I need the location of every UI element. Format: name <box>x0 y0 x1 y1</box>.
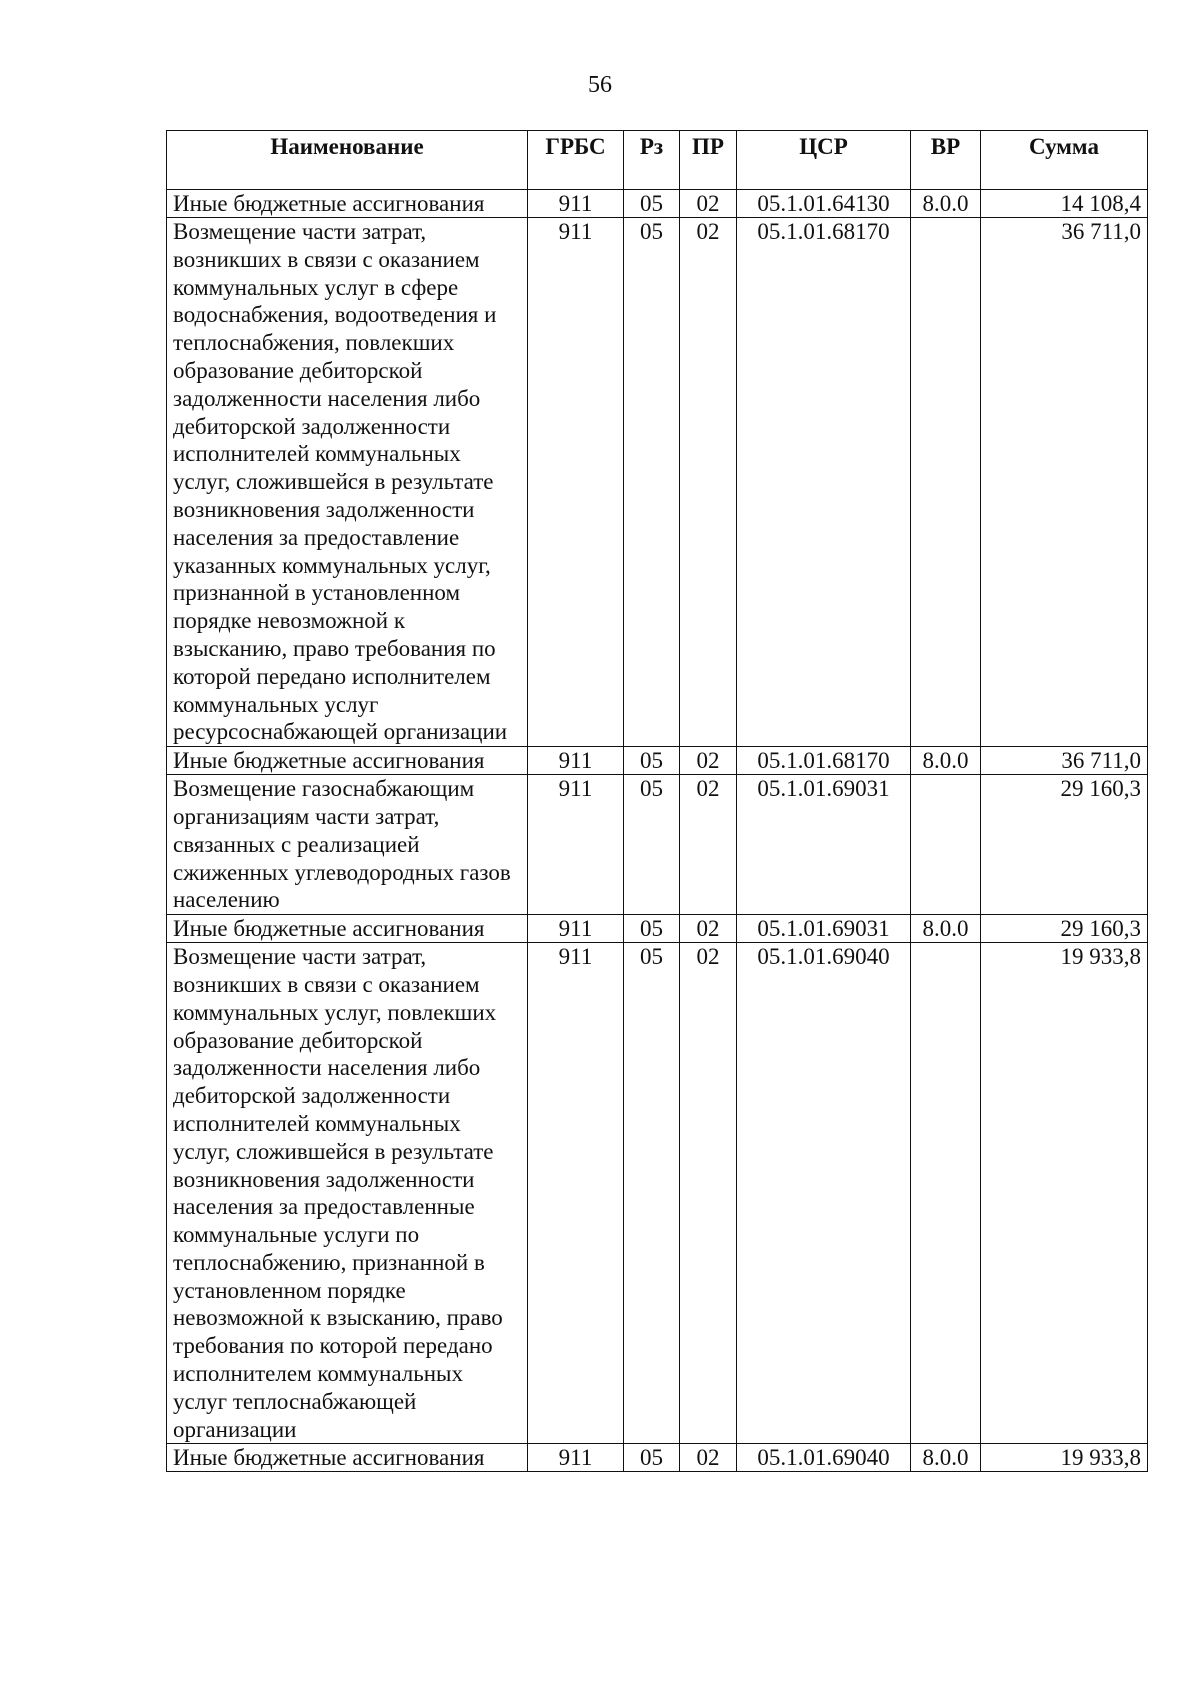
cell-csr: 05.1.01.69031 <box>737 915 911 943</box>
cell-grbs: 911 <box>528 747 624 775</box>
cell-csr: 05.1.01.69040 <box>737 1444 911 1472</box>
table-row <box>167 190 1148 218</box>
cell-name: Иные бюджетные ассигнования <box>167 1444 528 1472</box>
cell-vr: 8.0.0 <box>911 190 981 218</box>
cell-sum: 36 711,0 <box>981 747 1148 775</box>
cell-name: Возмещение части затрат, возникших в связи с оказанием коммунальных услуг, повлекших образование дебиторской задолженности населения либо дебиторской задолженности исполнителей коммунальных услуг, сложившейся в результате возникновения задолженности населения за предоставленные коммунальные услуги по теплоснабжению, признанной в установленном порядке невозможной к взысканию, право требования по которой передано исполнителем коммунальных услуг теплоснабжающей организации <box>167 943 528 1444</box>
header-pr: ПР <box>680 131 737 190</box>
cell-sum: 29 160,3 <box>981 915 1148 943</box>
cell-sum: 29 160,3 <box>981 775 1148 915</box>
cell-rz: 05 <box>624 218 680 747</box>
cell-rz: 05 <box>624 943 680 1444</box>
cell-pr: 02 <box>680 218 737 747</box>
table-row <box>167 1444 1148 1472</box>
cell-name: Возмещение газоснабжающим организациям части затрат, связанных с реализацией сжиженных углеводородных газов населению <box>167 775 528 915</box>
cell-rz: 05 <box>624 775 680 915</box>
table-row <box>167 775 1148 915</box>
cell-csr: 05.1.01.64130 <box>737 190 911 218</box>
cell-rz: 05 <box>624 190 680 218</box>
cell-vr: 8.0.0 <box>911 1444 981 1472</box>
cell-csr: 05.1.01.69040 <box>737 943 911 1444</box>
cell-csr: 05.1.01.68170 <box>737 747 911 775</box>
cell-grbs: 911 <box>528 915 624 943</box>
cell-pr: 02 <box>680 915 737 943</box>
cell-sum: 19 933,8 <box>981 943 1148 1444</box>
header-csr: ЦСР <box>737 131 911 190</box>
cell-csr: 05.1.01.68170 <box>737 218 911 747</box>
cell-vr <box>911 943 981 1444</box>
header-grbs: ГРБС <box>528 131 624 190</box>
cell-pr: 02 <box>680 1444 737 1472</box>
cell-name: Иные бюджетные ассигнования <box>167 747 528 775</box>
page-number: 56 <box>588 72 612 98</box>
cell-grbs: 911 <box>528 218 624 747</box>
cell-pr: 02 <box>680 190 737 218</box>
cell-vr <box>911 218 981 747</box>
cell-name: Иные бюджетные ассигнования <box>167 190 528 218</box>
header-rz: Рз <box>624 131 680 190</box>
cell-grbs: 911 <box>528 943 624 1444</box>
header-vr: ВР <box>911 131 981 190</box>
cell-pr: 02 <box>680 775 737 915</box>
cell-vr: 8.0.0 <box>911 747 981 775</box>
cell-rz: 05 <box>624 747 680 775</box>
table-row <box>167 747 1148 775</box>
cell-name: Возмещение части затрат, возникших в связи с оказанием коммунальных услуг в сфере водоснабжения, водоотведения и теплоснабжения, повлекших образование дебиторской задолженности населения либо дебиторской задолженности исполнителей коммунальных услуг, сложившейся в результате возникновения задолженности населения за предоставление указанных коммунальных услуг, признанной в установленном порядке невозможной к взысканию, право требования по которой передано исполнителем коммунальных услуг ресурсоснабжающей организации <box>167 218 528 747</box>
cell-sum: 19 933,8 <box>981 1444 1148 1472</box>
table-row <box>167 943 1148 1444</box>
budget-table <box>166 130 1148 1472</box>
cell-grbs: 911 <box>528 190 624 218</box>
cell-grbs: 911 <box>528 775 624 915</box>
cell-sum: 14 108,4 <box>981 190 1148 218</box>
cell-rz: 05 <box>624 1444 680 1472</box>
cell-rz: 05 <box>624 915 680 943</box>
header-sum: Сумма <box>981 131 1148 190</box>
table-row <box>167 218 1148 747</box>
cell-vr <box>911 775 981 915</box>
header-name: Наименование <box>167 131 528 190</box>
cell-grbs: 911 <box>528 1444 624 1472</box>
table-row <box>167 915 1148 943</box>
cell-sum: 36 711,0 <box>981 218 1148 747</box>
cell-pr: 02 <box>680 747 737 775</box>
header-row <box>167 131 1148 190</box>
cell-vr: 8.0.0 <box>911 915 981 943</box>
cell-csr: 05.1.01.69031 <box>737 775 911 915</box>
cell-name: Иные бюджетные ассигнования <box>167 915 528 943</box>
cell-pr: 02 <box>680 943 737 1444</box>
